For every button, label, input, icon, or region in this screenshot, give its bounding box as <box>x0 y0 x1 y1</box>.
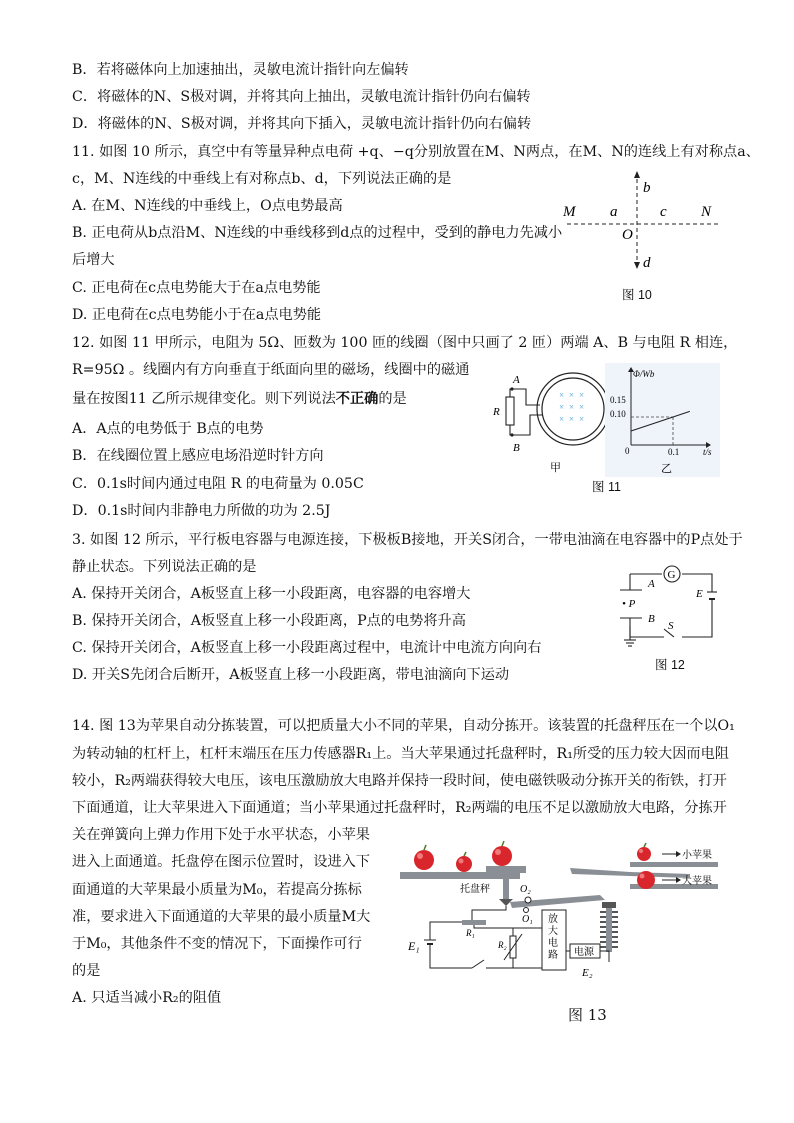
q10-option-d: D．将磁体的N、S极对调，并将其向下插入，灵敏电流计指针仍向右偏转 <box>72 116 532 132</box>
q12-stem-line2: R=95Ω 。线圈内有方向垂直于纸面向里的磁场，线圈中的磁通 <box>72 362 470 378</box>
q14-line10: 的是 <box>72 963 101 979</box>
q11-option-c: C. 正电荷在c点电势能大于在a点电势能 <box>72 280 321 296</box>
q14-line4: 下面通道，让大苹果进入下面通道；当小苹果通过托盘秤时，R₂两端的电压不足以激励放大电路，分拣开 <box>72 800 727 816</box>
svg-text:×: × <box>579 414 585 424</box>
q12-stem-line1: 12. 如图 11 甲所示，电阻为 5Ω、匝数为 100 匝的线圈（图中只画了 2 匝）两端 A、B 与电阻 R 相连， <box>72 335 738 351</box>
fig12-label-p: • P <box>622 598 636 610</box>
chart-y-tick-0.15: 0.15 <box>610 395 626 405</box>
q14-line2: 为转动轴的杠杆上，杠杆末端压在压力传感器R₁上。当大苹果通过托盘秤时，R₁所受的压力较大因而电阻 <box>72 746 729 762</box>
fig10-label-o: O <box>622 227 633 243</box>
q13-option-a: A. 保持开关闭合，A板竖直上移一小段距离，电容器的电容增大 <box>72 586 471 602</box>
apple-icon <box>456 852 472 872</box>
apple-icon <box>414 845 434 870</box>
fig13-label-amplifier: 放大电路 <box>548 914 558 961</box>
fig13-label-e1: E₁ <box>408 939 420 953</box>
fig12-label-b: B <box>648 613 655 625</box>
svg-text:×: × <box>559 390 565 400</box>
fig12-label-g: G <box>667 569 676 581</box>
q13-option-c: C. 保持开关闭合，A板竖直上移一小段距离过程中，电流计中电流方向向右 <box>72 640 542 656</box>
q11-option-b-line1: B. 正电荷从b点沿M、N连线的中垂线移到d点的过程中，受到的静电力先减小 <box>72 225 563 241</box>
fig13-label-small-apple: 小苹果 <box>682 850 712 861</box>
figure-12 <box>612 562 720 650</box>
q12-option-d: D．0.1s时间内非静电力所做的功为 2.5J <box>72 503 331 519</box>
fig13-label-tray: 托盘秤 <box>460 884 490 895</box>
svg-text:×: × <box>559 414 565 424</box>
q14-line6: 进入上面通道。托盘停在图示位置时，设进入下 <box>72 854 370 870</box>
q11-stem-line2: c，M、N连线的中垂线上有对称点b、d，下列说法正确的是 <box>72 171 452 187</box>
q13-option-b: B. 保持开关闭合，A板竖直上移一小段距离，P点的电势将升高 <box>72 613 466 629</box>
fig12-label-e: E <box>696 588 703 600</box>
fig11-label-r: R <box>493 406 500 418</box>
fig10-label-m: M <box>563 204 576 220</box>
fig11-label-a: A <box>513 374 520 386</box>
chart-origin-label: 0 <box>625 446 630 456</box>
figure-11-yi-chart <box>605 363 720 477</box>
figure-11-caption: 图 11 <box>592 480 621 494</box>
fig11-label-b: B <box>513 442 520 454</box>
fig11-label-yi: 乙 <box>661 463 672 475</box>
figure-10-caption: 图 10 <box>622 288 652 302</box>
q14-line9: 于M₀，其他条件不变的情况下，下面操作可行 <box>72 936 362 952</box>
fig12-label-s: S <box>668 620 674 632</box>
fig13-label-e2: E₂ <box>582 967 593 979</box>
svg-text:×: × <box>559 402 565 412</box>
q13-stem-line1: 3. 如图 12 所示，平行板电容器与电源连接，下极板B接地，开关S闭合，一带电油滴在电容器中的P点处于 <box>72 532 743 548</box>
q11-option-a: A. 在M、N连线的中垂线上，O点电势最高 <box>72 198 343 214</box>
q13-option-d: D. 开关S先闭合后断开，A板竖直上移一小段距离，带电油滴向下运动 <box>72 667 510 683</box>
fig10-label-b: b <box>643 180 651 196</box>
q10-option-b: B．若将磁体向上加速抽出，灵敏电流计指针向左偏转 <box>72 62 409 78</box>
fig13-label-power: 电源 <box>574 947 594 958</box>
fig13-label-big-apple: 大苹果 <box>682 876 712 887</box>
svg-text:×: × <box>569 414 575 424</box>
q14-line3: 较小，R₂两端获得较大电压，该电压激励放大电路并保持一段时间，使电磁铁吸动分拣开关的衔铁，打开 <box>72 773 727 789</box>
fig13-label-o1: O₁ <box>522 914 533 925</box>
q14-option-a: A. 只适当减小R₂的阻值 <box>72 990 222 1006</box>
q13-stem-line2: 静止状态。下列说法正确的是 <box>72 559 257 575</box>
q11-option-d: D. 正电荷在c点电势能小于在a点电势能 <box>72 307 322 323</box>
apple-icon <box>492 841 512 866</box>
fig13-label-o2: O₂ <box>520 884 531 895</box>
q12-stem-line3: 量在按图11 乙所示规律变化。则下列说法不正确的是 <box>72 391 407 407</box>
svg-text:×: × <box>579 390 585 400</box>
fig12-label-a: A <box>648 578 655 590</box>
q14-line7: 面通道的大苹果最小质量为M₀，若提高分拣标 <box>72 882 362 898</box>
svg-text:×: × <box>569 390 575 400</box>
chart-x-tick-0.1: 0.1 <box>668 447 680 457</box>
fig13-label-r1: R₁ <box>466 928 475 938</box>
fig11-label-jia: 甲 <box>550 462 561 474</box>
svg-text:×: × <box>569 402 575 412</box>
figure-13 <box>400 840 720 985</box>
q14-line1: 14. 图 13为苹果自动分拣装置，可以把质量大小不同的苹果，自动分拣开。该装置的托盘秤压在一个以O₁ <box>72 718 735 734</box>
q11-option-b-line2: 后增大 <box>72 252 115 268</box>
chart-y-tick-0.10: 0.10 <box>610 409 626 419</box>
q10-option-c: C．将磁体的N、S极对调，并将其向上抽出，灵敏电流计指针仍向右偏转 <box>72 89 531 105</box>
fig10-label-d: d <box>643 255 651 271</box>
q12-option-a: A．A点的电势低于 B点的电势 <box>72 421 264 437</box>
q11-stem-line1: 11. 如图 10 所示，真空中有等量异种点电荷 +q、−q分别放置在M、N两点，在M、N的连线上有对称点a、 <box>72 144 760 160</box>
figure-10 <box>555 168 730 298</box>
q12-option-c: C．0.1s时间内通过电阻 R 的电荷量为 0.05C <box>72 476 364 492</box>
svg-text:×: × <box>579 402 585 412</box>
figure-11-jia <box>488 365 613 477</box>
chart-y-axis-label: Φ/Wb <box>633 369 655 379</box>
apple-icon <box>637 871 655 889</box>
figure-12-caption: 图 12 <box>655 658 685 672</box>
chart-x-axis-label: t/s <box>703 447 712 457</box>
figure-13-caption: 图 13 <box>568 1006 607 1024</box>
q12-emphasis-not-correct: 不正确 <box>335 391 379 407</box>
fig10-label-a: a <box>610 204 618 220</box>
fig13-label-r2: R₂ <box>498 940 507 950</box>
fig10-label-n: N <box>701 204 712 220</box>
apple-icon <box>637 843 651 861</box>
q14-line8: 准，要求进入下面通道的大苹果的最小质量M大 <box>72 909 371 925</box>
q12-option-b: B．在线圈位置上感应电场沿逆时针方向 <box>72 448 324 464</box>
fig10-label-c: c <box>660 204 667 220</box>
q14-line5: 关在弹簧向上弹力作用下处于水平状态，小苹果 <box>72 827 370 843</box>
